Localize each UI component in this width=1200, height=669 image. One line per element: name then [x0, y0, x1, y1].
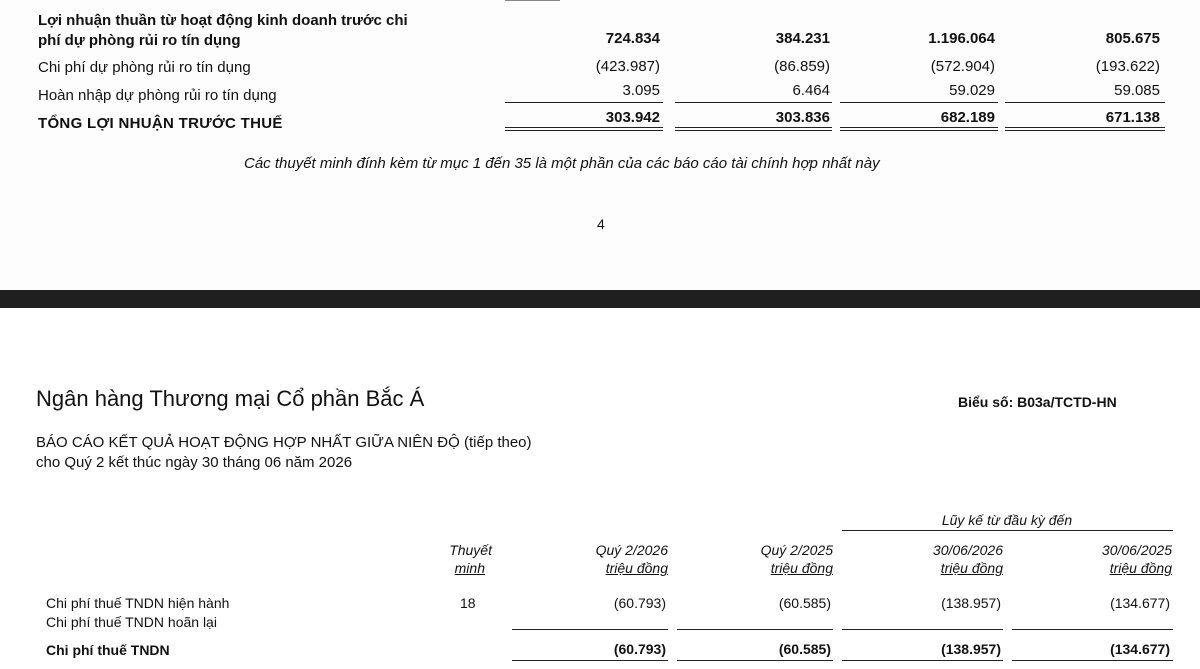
- cell-value: 805.675: [1105, 30, 1160, 47]
- column-rule: [677, 629, 833, 630]
- column-rule: [505, 102, 663, 103]
- cell-value: 724.834: [605, 30, 660, 47]
- row-note: 18: [460, 595, 476, 611]
- col-header-note-unit: minh: [454, 560, 485, 576]
- col-header-q2-2026: Quý 2/2026: [595, 542, 668, 558]
- cell-value: (60.793): [613, 595, 666, 611]
- total-rule: [840, 130, 998, 131]
- cumulative-header-rule: [842, 530, 1173, 531]
- row-label: Chi phí dự phòng rủi ro tín dụng: [38, 59, 251, 76]
- row-label: Chi phí thuế TNDN hiện hành: [46, 595, 230, 611]
- column-rule: [842, 629, 1003, 630]
- total-rule: [675, 127, 832, 128]
- report-title: BÁO CÁO KẾT QUẢ HOẠT ĐỘNG HỢP NHẤT GIỮA NIÊN ĐỘ (tiếp theo): [36, 434, 532, 451]
- column-rule: [1012, 629, 1173, 630]
- top-edge-rule: [505, 0, 560, 1]
- total-value: (60.585): [778, 641, 831, 657]
- row-label-line1: Lợi nhuận thuần từ hoạt động kinh doanh trước chi: [38, 12, 408, 29]
- total-value: 303.942: [605, 109, 660, 126]
- cell-value: (572.904): [930, 58, 995, 75]
- total-value: (134.677): [1110, 641, 1170, 657]
- col-header-30-06-2026: 30/06/2026: [932, 542, 1003, 558]
- cell-value: (134.677): [1110, 595, 1170, 611]
- bank-name: Ngân hàng Thương mại Cổ phần Bắc Á: [36, 386, 425, 411]
- total-rule: [1005, 130, 1165, 131]
- cell-value: 3.095: [622, 82, 660, 99]
- col-header-unit: triệu đồng: [605, 560, 668, 576]
- total-label: TỔNG LỢI NHUẬN TRƯỚC THUẾ: [38, 115, 283, 132]
- total-value: 682.189: [940, 109, 995, 126]
- total-label: Chi phí thuế TNDN: [46, 642, 170, 658]
- column-rule: [512, 629, 668, 630]
- col-header-30-06-2025: 30/06/2025: [1101, 542, 1172, 558]
- col-header-unit: triệu đồng: [940, 560, 1003, 576]
- col-header-q2-2025: Quý 2/2025: [760, 542, 833, 558]
- col-header-unit: triệu đồng: [1109, 560, 1172, 576]
- cell-value: 59.029: [949, 82, 995, 99]
- previous-page: [0, 0, 1200, 290]
- total-value: 303.836: [775, 109, 830, 126]
- cell-value: 384.231: [775, 30, 830, 47]
- total-value: (138.957): [941, 641, 1001, 657]
- page-number: 4: [597, 216, 605, 232]
- cell-value: 6.464: [792, 82, 830, 99]
- cell-value: (60.585): [778, 595, 831, 611]
- total-rule: [505, 130, 663, 131]
- row-label: Hoàn nhập dự phòng rủi ro tín dụng: [38, 87, 277, 104]
- total-rule: [842, 660, 1003, 661]
- total-rule: [1012, 660, 1173, 661]
- total-rule: [675, 130, 832, 131]
- total-rule: [512, 660, 668, 661]
- column-rule: [675, 102, 832, 103]
- column-rule: [1005, 102, 1165, 103]
- column-rule: [840, 102, 998, 103]
- col-header-note: Thuyết: [449, 542, 492, 558]
- footnote: Các thuyết minh đính kèm từ mục 1 đến 35 là một phần của các báo cáo tài chính hợp nhất này: [244, 155, 880, 172]
- form-code: Biểu số: B03a/TCTD-HN: [958, 394, 1117, 410]
- total-value: 671.138: [1105, 109, 1160, 126]
- report-period: cho Quý 2 kết thúc ngày 30 tháng 06 năm 2026: [36, 454, 353, 471]
- col-header-unit: triệu đồng: [770, 560, 833, 576]
- total-rule: [1005, 127, 1165, 128]
- total-rule: [840, 127, 998, 128]
- cell-value: (138.957): [941, 595, 1001, 611]
- current-page: [0, 308, 1200, 669]
- cell-value: (86.859): [774, 58, 830, 75]
- cell-value: (193.622): [1095, 58, 1160, 75]
- total-rule: [677, 660, 833, 661]
- row-label: Chi phí thuế TNDN hoãn lại: [46, 614, 217, 630]
- row-label-line2: phí dự phòng rủi ro tín dụng: [38, 32, 241, 49]
- cumulative-header: Lũy kế từ đầu kỳ đến: [941, 512, 1073, 528]
- cell-value: 59.085: [1114, 82, 1160, 99]
- total-rule: [505, 127, 663, 128]
- cell-value: (423.987): [595, 58, 660, 75]
- total-value: (60.793): [613, 641, 666, 657]
- cell-value: 1.196.064: [928, 30, 995, 47]
- page-divider: [0, 290, 1200, 308]
